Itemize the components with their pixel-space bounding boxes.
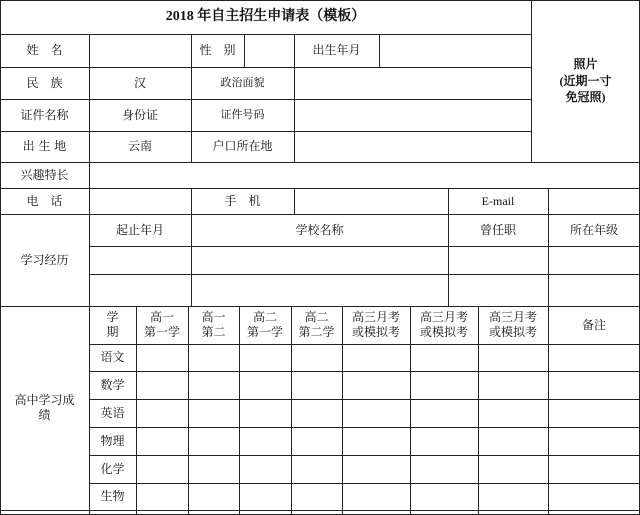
phone-label: 电 话 <box>26 193 63 208</box>
school-header: 学校名称 <box>295 222 344 237</box>
form-title: 2018 年自主招生申请表（模板） <box>165 9 366 25</box>
grade-col-header: 高三月考 或模拟考 <box>488 310 537 339</box>
subject-label: 化学 <box>100 461 125 476</box>
birthplace-value[interactable]: 云南 <box>127 139 152 153</box>
subject-label: 物理 <box>100 433 125 448</box>
grade-col-header: 高三月考 或模拟考 <box>351 310 400 339</box>
subject-label: 语文 <box>100 350 125 364</box>
subject-label: 英语 <box>100 405 125 420</box>
name-label: 姓 名 <box>26 43 63 57</box>
grades-section-label: 高中学习成 绩 <box>14 393 75 422</box>
name-field[interactable] <box>89 34 191 67</box>
email-label: E-mail <box>481 193 515 208</box>
period-header: 起止年月 <box>115 222 164 237</box>
subject-label: 生物 <box>100 489 125 503</box>
subject-label: 数学 <box>100 377 125 392</box>
hobby-label: 兴趣特长 <box>20 167 69 182</box>
ethnicity-label: 民 族 <box>26 75 63 90</box>
birth-label: 出生年月 <box>312 43 361 57</box>
political-field[interactable] <box>294 67 531 99</box>
grade-col-header: 高一 第二 <box>201 310 226 339</box>
id-type-value[interactable]: 身份证 <box>121 107 158 122</box>
phone-field[interactable] <box>89 188 191 214</box>
gender-field[interactable] <box>244 34 294 67</box>
hukou-label: 户口所在地 <box>212 139 273 153</box>
mobile-field[interactable] <box>294 188 448 214</box>
education-section-label: 学习经历 <box>20 252 69 267</box>
remarks-header: 备注 <box>581 317 606 332</box>
birthplace-label: 出 生 地 <box>22 139 67 153</box>
grade-col-header: 高一 第一学 <box>143 310 180 339</box>
grade-col-header: 高二 第二学 <box>298 310 335 339</box>
position-header: 曾任职 <box>479 222 516 237</box>
id-number-field[interactable] <box>294 99 531 131</box>
term-header: 学 期 <box>106 310 119 339</box>
id-type-label: 证件名称 <box>20 107 69 122</box>
hukou-field[interactable] <box>294 131 531 162</box>
hobby-field[interactable] <box>89 162 640 188</box>
grade-col-header: 高三月考 或模拟考 <box>419 310 468 339</box>
birth-field[interactable] <box>379 34 531 67</box>
gender-label: 性 别 <box>199 43 236 57</box>
political-label: 政治面貌 <box>220 76 265 90</box>
grade-header: 所在年级 <box>569 222 618 237</box>
email-field[interactable] <box>548 188 640 214</box>
id-number-label: 证件号码 <box>220 108 265 122</box>
grade-col-header: 高二 第一学 <box>246 310 283 339</box>
mobile-label: 手 机 <box>224 193 261 208</box>
photo-placeholder: 照片 (近期一寸 免冠照) <box>559 56 612 105</box>
ethnicity-value[interactable]: 汉 <box>133 75 146 90</box>
